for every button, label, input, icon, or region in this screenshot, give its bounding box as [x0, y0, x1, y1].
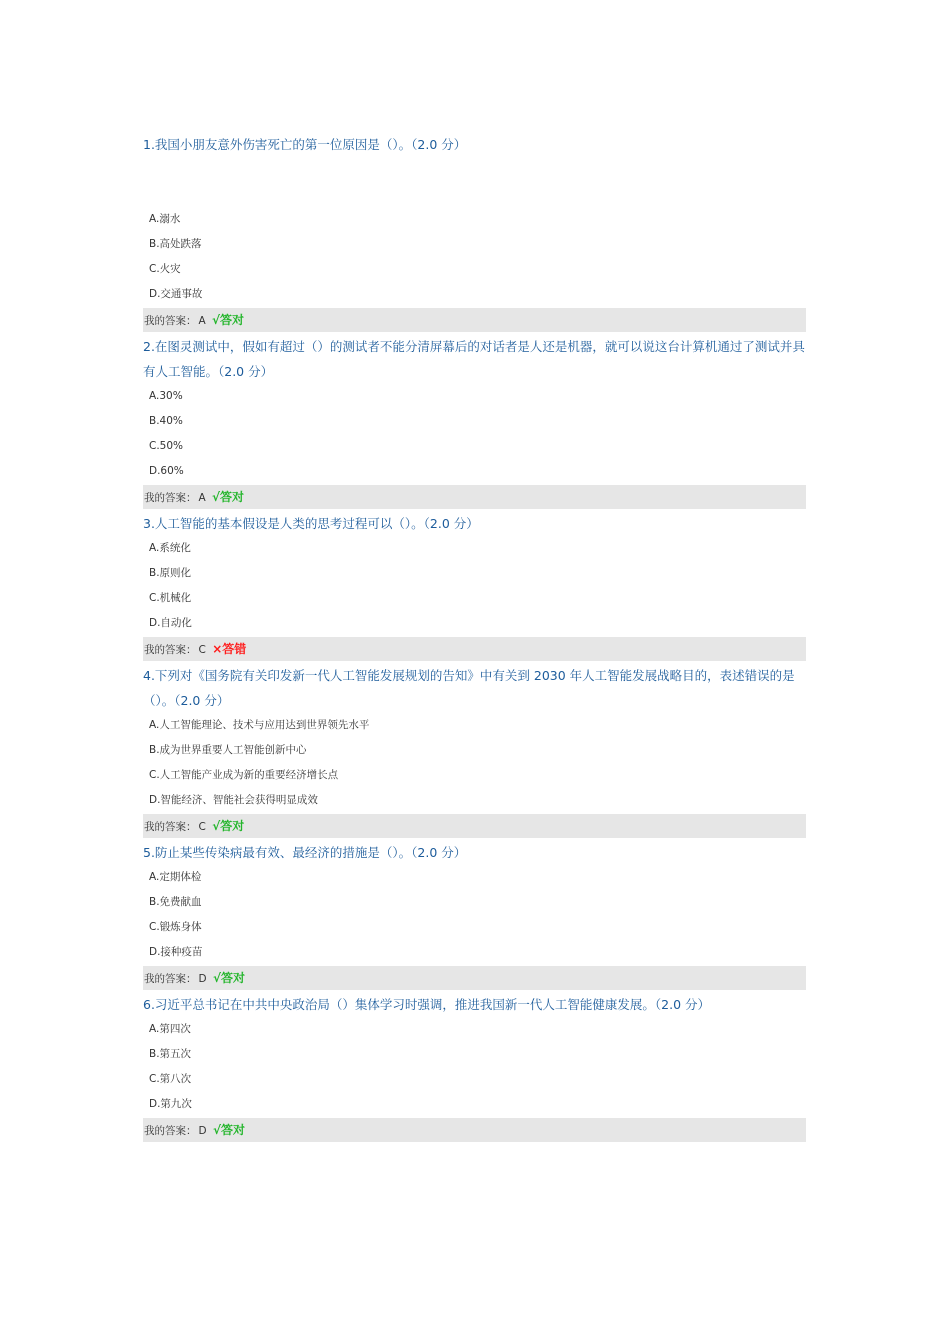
- option-list: [143, 384, 806, 484]
- option-b: B.高处跌落: [149, 238, 202, 250]
- answer-letter: A: [198, 492, 206, 504]
- option-c: C.人工智能产业成为新的重要经济增长点: [149, 769, 339, 781]
- option-a: A.定期体检: [149, 871, 202, 883]
- my-answer-bar: [143, 1118, 806, 1142]
- option-c: C.锻炼身体: [149, 921, 202, 933]
- option-b: B.40%: [149, 415, 183, 427]
- answer-letter: C: [198, 644, 206, 656]
- check-icon: √: [212, 971, 221, 985]
- option-d: D.60%: [149, 465, 184, 477]
- question-6: [143, 990, 806, 1142]
- question-title: 3.人工智能的基本假设是人类的思考过程可以（）。（2.0 分）: [143, 516, 479, 531]
- question-title: 1.我国小朋友意外伤害死亡的第一位原因是（）。（2.0 分）: [143, 137, 467, 152]
- option-b: B.原则化: [149, 567, 192, 579]
- question-2: [143, 332, 806, 509]
- question-3: [143, 509, 806, 661]
- my-answer-bar: [143, 308, 806, 332]
- option-d: D.第九次: [149, 1098, 192, 1110]
- option-c: C.火灾: [149, 263, 181, 275]
- option-d: D.智能经济、智能社会获得明显成效: [149, 794, 318, 806]
- option-a: A.系统化: [149, 542, 191, 554]
- answer-label: 我的答案：: [144, 821, 197, 833]
- question-1: [143, 130, 806, 332]
- check-icon: √: [212, 490, 221, 504]
- cross-icon: ×: [212, 642, 223, 656]
- my-answer-bar: [143, 966, 806, 990]
- check-icon: √: [212, 819, 221, 833]
- option-list: [143, 207, 806, 307]
- verdict-text: 答对: [220, 819, 245, 833]
- answer-letter: D: [198, 973, 207, 985]
- option-c: C.50%: [149, 440, 184, 452]
- option-d: D.接种疫苗: [149, 946, 203, 958]
- option-a: A.第四次: [149, 1023, 191, 1035]
- option-b: B.成为世界重要人工智能创新中心: [149, 744, 307, 756]
- my-answer-bar: [143, 814, 806, 838]
- option-c: C.第八次: [149, 1073, 192, 1085]
- option-b: B.免费献血: [149, 896, 202, 908]
- answer-label: 我的答案：: [144, 973, 197, 985]
- my-answer-bar: [143, 485, 806, 509]
- option-c: C.机械化: [149, 592, 192, 604]
- answer-label: 我的答案：: [144, 644, 197, 656]
- option-list: [143, 536, 806, 636]
- answer-letter: C: [198, 821, 206, 833]
- question-title: 5.防止某些传染病最有效、最经济的措施是（）。（2.0 分）: [143, 845, 467, 860]
- answer-label: 我的答案：: [144, 492, 197, 504]
- answer-label: 我的答案：: [144, 1125, 197, 1137]
- verdict-text: 答对: [220, 1123, 245, 1137]
- answer-letter: A: [198, 315, 206, 327]
- option-b: B.第五次: [149, 1048, 192, 1060]
- quiz-results-page: [143, 130, 806, 1142]
- check-icon: √: [212, 1123, 221, 1137]
- option-a: A.30%: [149, 390, 183, 402]
- option-a: A.溺水: [149, 213, 181, 225]
- answer-label: 我的答案：: [144, 315, 197, 327]
- verdict-text: 答错: [222, 642, 247, 656]
- option-list: [143, 865, 806, 965]
- verdict-text: 答对: [220, 490, 245, 504]
- option-d: D.交通事故: [149, 288, 203, 300]
- option-list: [143, 1017, 806, 1117]
- check-icon: √: [212, 313, 221, 327]
- option-d: D.自动化: [149, 617, 192, 629]
- verdict-text: 答对: [220, 313, 245, 327]
- verdict-text: 答对: [220, 971, 245, 985]
- question-4: [143, 661, 806, 838]
- question-title: 4.下列对《国务院有关印发新一代人工智能发展规划的告知》中有关到 2030 年人工智能发展战略目的，表述错误的是（）。（2.0 分）: [143, 668, 795, 708]
- my-answer-bar: [143, 637, 806, 661]
- question-title: 2.在图灵测试中，假如有超过（）的测试者不能分清屏幕后的对话者是人还是机器，就可以说这台计算机通过了测试并具有人工智能。（2.0 分）: [143, 339, 805, 379]
- question-5: [143, 838, 806, 990]
- option-list: [143, 713, 806, 813]
- option-a: A.人工智能理论、技术与应用达到世界领先水平: [149, 719, 370, 731]
- question-title: 6.习近平总书记在中共中央政治局（）集体学习时强调，推进我国新一代人工智能健康发展。（2.0 分）: [143, 997, 711, 1012]
- answer-letter: D: [198, 1125, 207, 1137]
